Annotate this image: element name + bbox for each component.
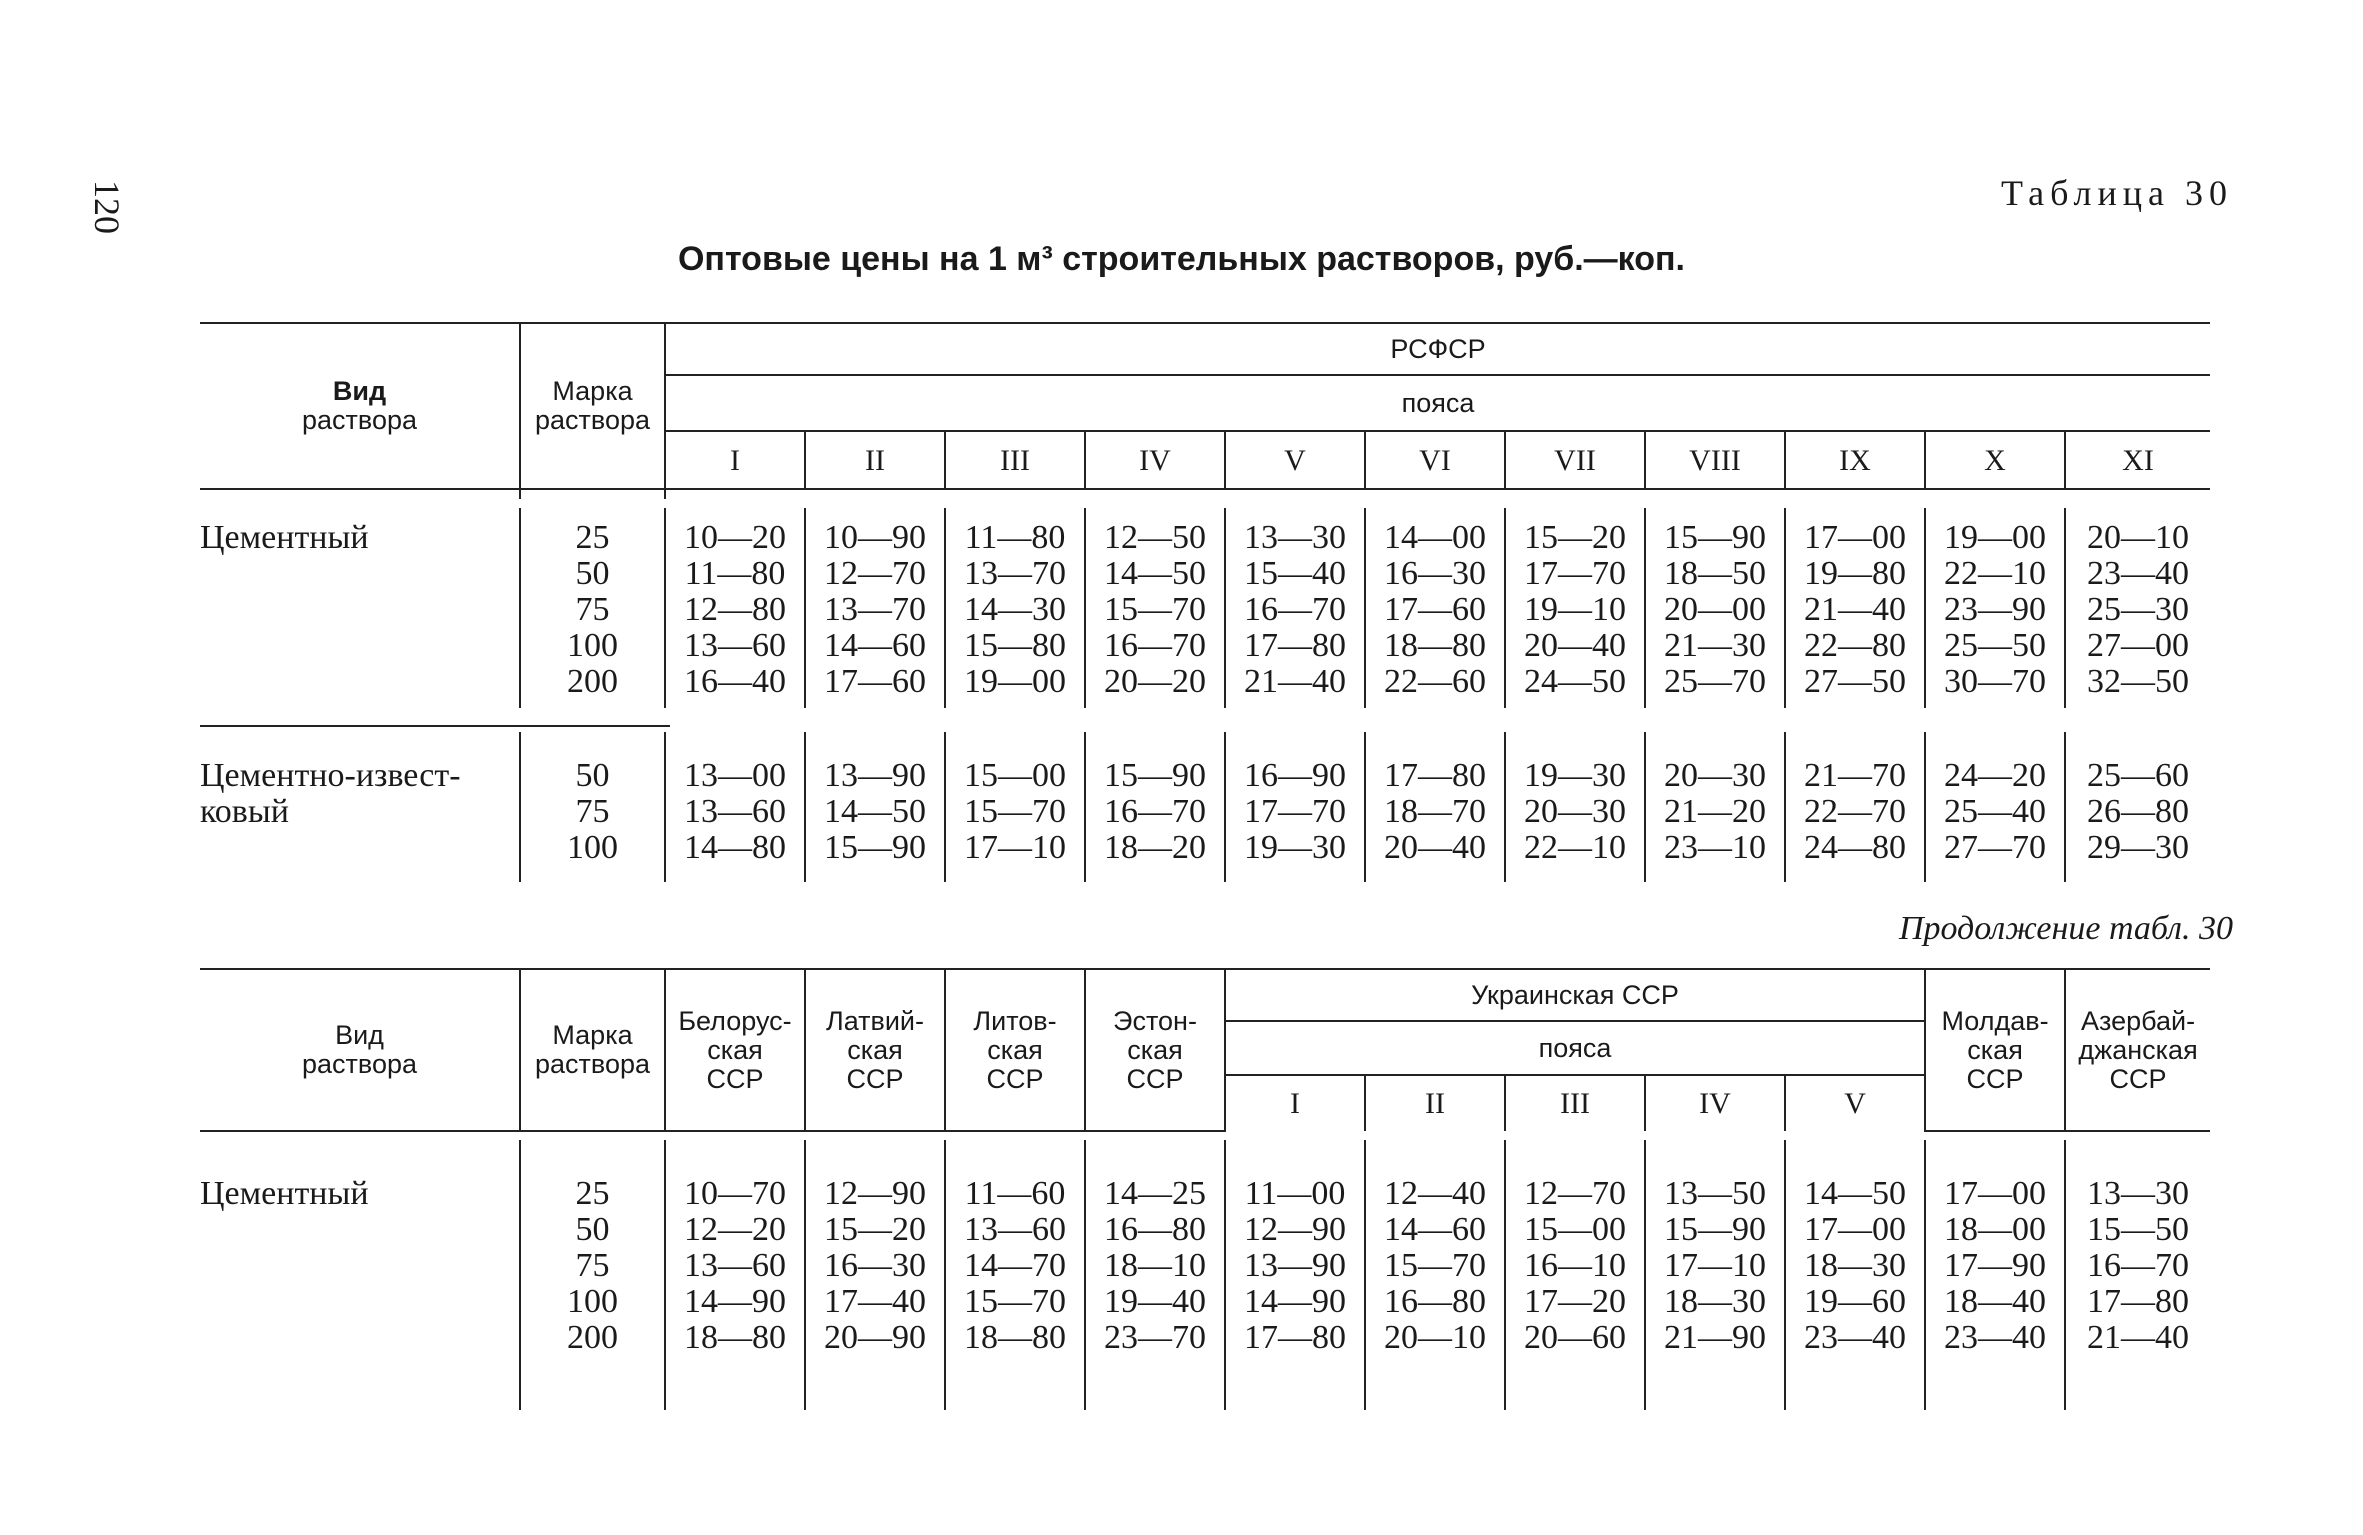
zone-header-10: X bbox=[1925, 431, 2065, 489]
row-type-cement-lime: Цементно-извест- ковый bbox=[200, 757, 461, 830]
price-cell: 10—90 12—70 13—70 14—60 17—60 bbox=[805, 508, 945, 708]
col-grade-header: Марка раствора bbox=[520, 323, 665, 489]
price-cell: 10—70 12—20 13—60 14—90 18—80 bbox=[665, 1140, 805, 1410]
ukraine-header: Украинская ССР bbox=[1225, 969, 1925, 1021]
ukraine-zones-header: пояса bbox=[1225, 1021, 1925, 1075]
price-cell: 17—00 19—80 21—40 22—80 27—50 bbox=[1785, 508, 1925, 708]
price-cell: 13—00 13—60 14—80 bbox=[665, 732, 805, 882]
price-cell: 11—80 13—70 14—30 15—80 19—00 bbox=[945, 508, 1085, 708]
price-cell: 12—70 15—00 16—10 17—20 20—60 bbox=[1505, 1140, 1645, 1410]
zones-header: пояса bbox=[665, 375, 2210, 431]
zone-header-11: XI bbox=[2065, 431, 2210, 489]
moldova-header: Молдав- ская ССР bbox=[1925, 969, 2065, 1131]
price-cell: 24—20 25—40 27—70 bbox=[1925, 732, 2065, 882]
col-type-bold: Вид bbox=[332, 376, 387, 406]
rsfsr-price-table bbox=[200, 322, 2210, 499]
grades-cement-lime: 50 75 100 bbox=[520, 732, 665, 882]
rsfsr-data-cement-lime bbox=[200, 732, 2210, 882]
latvia-header: Латвий- ская ССР bbox=[805, 969, 945, 1131]
price-cell: 13—50 15—90 17—10 18—30 21—90 bbox=[1645, 1140, 1785, 1410]
price-cell: 17—80 18—70 20—40 bbox=[1365, 732, 1505, 882]
price-cell: 12—50 14—50 15—70 16—70 20—20 bbox=[1085, 508, 1225, 708]
price-cell: 11—60 13—60 14—70 15—70 18—80 bbox=[945, 1140, 1085, 1410]
price-cell: 12—90 15—20 16—30 17—40 20—90 bbox=[805, 1140, 945, 1410]
grades-cement-2: 25 50 75 100 200 bbox=[520, 1140, 665, 1410]
page-title: Оптовые цены на 1 м³ строительных растворов, руб.—коп. bbox=[677, 240, 1686, 278]
price-cell: 13—30 15—40 16—70 17—80 21—40 bbox=[1225, 508, 1365, 708]
price-cell: 15—20 17—70 19—10 20—40 24—50 bbox=[1505, 508, 1645, 708]
zone-header-3: III bbox=[945, 431, 1085, 489]
ukraine-zone-header-5: V bbox=[1785, 1075, 1925, 1131]
zone-header-9: IX bbox=[1785, 431, 1925, 489]
price-cell: 19—00 22—10 23—90 25—50 30—70 bbox=[1925, 508, 2065, 708]
col-type-rest: раствора bbox=[302, 405, 417, 435]
price-cell: 11—00 12—90 13—90 14—90 17—80 bbox=[1225, 1140, 1365, 1410]
other-republics-price-table bbox=[200, 968, 2210, 1132]
ukraine-zone-header-2: II bbox=[1365, 1075, 1505, 1131]
rsfsr-data-cement bbox=[200, 508, 2210, 708]
continuation-label: Продолжение табл. 30 bbox=[1898, 910, 2233, 947]
zone-header-1: I bbox=[665, 431, 805, 489]
price-cell: 21—70 22—70 24—80 bbox=[1785, 732, 1925, 882]
col-type-header bbox=[200, 323, 520, 489]
ukraine-zone-header-3: III bbox=[1505, 1075, 1645, 1131]
rsfsr-header: РСФСР bbox=[665, 323, 2210, 375]
ukraine-zone-header-1: I bbox=[1225, 1075, 1365, 1131]
table-label: Таблица 30 bbox=[2001, 173, 2233, 213]
price-cell: 15—90 18—50 20—00 21—30 25—70 bbox=[1645, 508, 1785, 708]
grades-cement: 25 50 75 100 200 bbox=[520, 508, 665, 708]
price-cell: 20—10 23—40 25—30 27—00 32—50 bbox=[2065, 508, 2210, 708]
page-number: 120 bbox=[87, 180, 127, 234]
lithuania-header: Литов- ская ССР bbox=[945, 969, 1085, 1131]
zone-header-5: V bbox=[1225, 431, 1365, 489]
price-cell: 16—90 17—70 19—30 bbox=[1225, 732, 1365, 882]
price-cell: 14—25 16—80 18—10 19—40 23—70 bbox=[1085, 1140, 1225, 1410]
price-cell: 19—30 20—30 22—10 bbox=[1505, 732, 1645, 882]
price-cell: 13—30 15—50 16—70 17—80 21—40 bbox=[2065, 1140, 2210, 1410]
zone-header-6: VI bbox=[1365, 431, 1505, 489]
zone-header-2: II bbox=[805, 431, 945, 489]
price-cell: 15—90 16—70 18—20 bbox=[1085, 732, 1225, 882]
price-cell: 17—00 18—00 17—90 18—40 23—40 bbox=[1925, 1140, 2065, 1410]
belarus-header: Белорус- ская ССР bbox=[665, 969, 805, 1131]
block-divider-line bbox=[200, 725, 670, 727]
price-cell: 25—60 26—80 29—30 bbox=[2065, 732, 2210, 882]
price-cell: 15—00 15—70 17—10 bbox=[945, 732, 1085, 882]
price-cell: 13—90 14—50 15—90 bbox=[805, 732, 945, 882]
other-republics-data-cement bbox=[200, 1140, 2210, 1410]
row-type-cement-2: Цементный bbox=[200, 1175, 369, 1212]
price-cell: 14—00 16—30 17—60 18—80 22—60 bbox=[1365, 508, 1505, 708]
col-grade-header-2: Марка раствора bbox=[520, 969, 665, 1131]
price-cell: 12—40 14—60 15—70 16—80 20—10 bbox=[1365, 1140, 1505, 1410]
ukraine-zone-header-4: IV bbox=[1645, 1075, 1785, 1131]
zone-header-8: VIII bbox=[1645, 431, 1785, 489]
zone-header-7: VII bbox=[1505, 431, 1645, 489]
azerbaijan-header: Азербай- джанская ССР bbox=[2065, 969, 2210, 1131]
zone-header-4: IV bbox=[1085, 431, 1225, 489]
price-cell: 20—30 21—20 23—10 bbox=[1645, 732, 1785, 882]
estonia-header: Эстон- ская ССР bbox=[1085, 969, 1225, 1131]
col-type-header-2: Вид раствора bbox=[200, 969, 520, 1131]
price-cell: 10—20 11—80 12—80 13—60 16—40 bbox=[665, 508, 805, 708]
price-cell: 14—50 17—00 18—30 19—60 23—40 bbox=[1785, 1140, 1925, 1410]
row-type-cement: Цементный bbox=[200, 519, 369, 556]
